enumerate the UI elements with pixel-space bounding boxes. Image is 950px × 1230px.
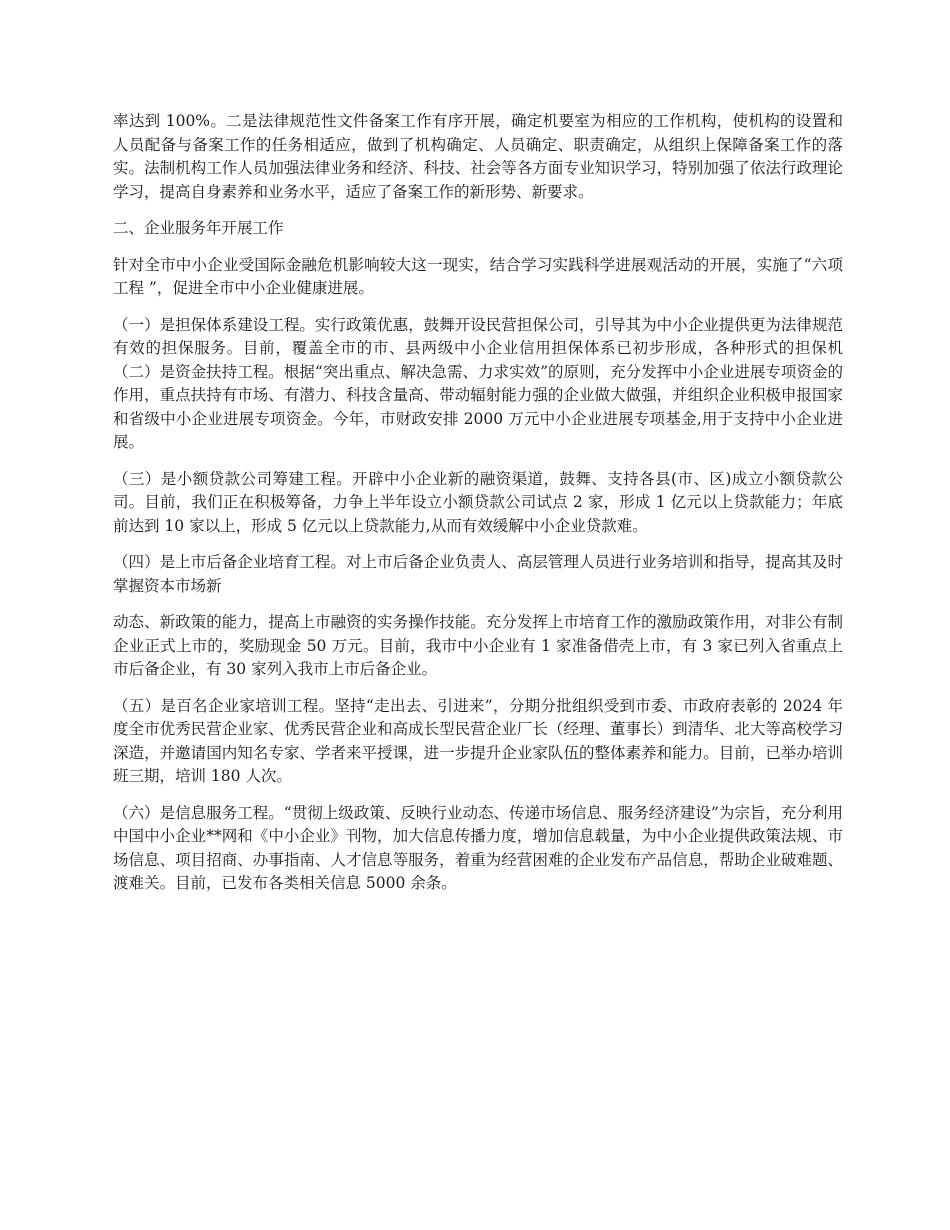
paragraph-guarantee-and-funding: （一）是担保体系建设工程。实行政策优惠，鼓舞开设民营担保公司，引导其为中小企业提供更为法律规范有效的担保服务。目前，覆盖全市的市、县两级中小企业信用担保体系已初步形成，各种形式的担保机 （二）是资金扶持工程。根据“突出重点、解决急需、力求实效”的原则，充分发挥中小企业进展专项资金的作用，重点扶持有市场、有潜力、科技含量高、带动辐射能力强的企业做大做强，并组织企业积极申报国家和省级中小企业进展专项资金。今年，市财政安排 2000 万元中小企业进展专项基金,用于支持中小企业进展。 bbox=[113, 315, 843, 451]
paragraph-filing-work: 率达到 100%。二是法律规范性文件备案工作有序开展，确定机要室为相应的工作机构，使机构的设置和人员配备与备案工作的任务相适应，做到了机构确定、人员确定、职责确定，从组织上保障备案工作的落实。法制机构工作人员加强法律业务和经济、科技、社会等各方面专业知识学习，特别加强了依法行政理论学习，提高自身素养和业务水平，适应了备案工作的新形势、新要求。 bbox=[113, 112, 843, 201]
section-heading-enterprise-service: 二、企业服务年开展工作 bbox=[113, 219, 284, 237]
paragraph-information-service: （六）是信息服务工程。“贯彻上级政策、反映行业动态、传递市场信息、服务经济建设”为宗旨，充分利用中国中小企业**网和《中小企业》刊物，加大信息传播力度，增加信息载量，为中小企业提供政策法规、市场信息、项目招商、办事指南、人才信息等服务，着重为经营困难的企业发布产品信息，帮助企业破难题、渡难关。目前，已发布各类相关信息 5000 余条。 bbox=[113, 803, 843, 892]
paragraph-entrepreneur-training: （五）是百名企业家培训工程。坚持“走出去、引进来”，分期分批组织受到市委、市政府表彰的 2024 年度全市优秀民营企业家、优秀民营企业和高成长型民营企业厂长（经理、董事长）到清华、北大等高校学习深造，并邀请国内知名专家、学者来平授课，进一步提升企业家队伍的整体素养和能力。目前，已举办培训班三期，培训 180 人次。 bbox=[113, 696, 843, 785]
paragraph-listing-reserve-continued: 动态、新政策的能力，提高上市融资的实务操作技能。充分发挥上市培育工作的激励政策作用，对非公有制企业正式上市的，奖励现金 50 万元。目前，我市中小企业有 1 家准备借壳上市，有 3 家已列入省重点上市后备企业，有 30 家列入我市上市后备企业。 bbox=[113, 613, 843, 678]
document-body bbox=[113, 110, 843, 909]
paragraph-microloan-companies: （三）是小额贷款公司筹建工程。开辟中小企业新的融资渠道，鼓舞、支持各县(市、区)成立小额贷款公司。目前，我们正在积极筹备，力争上半年设立小额贷款公司试点 2 家，形成 1 亿元以上贷款能力；年底前达到 10 家以上，形成 5 亿元以上贷款能力,从而有效缓解中小企业贷款难。 bbox=[113, 469, 843, 535]
paragraph-listing-reserve: （四）是上市后备企业培育工程。对上市后备企业负责人、高层管理人员进行业务培训和指导，提高其及时掌握资本市场新 bbox=[113, 553, 843, 595]
paragraph-intro-six-projects: 针对全市中小企业受国际金融危机影响较大这一现实，结合学习实践科学进展观活动的开展，实施了“六项工程 ”，促进全市中小企业健康进展。 bbox=[113, 255, 843, 297]
